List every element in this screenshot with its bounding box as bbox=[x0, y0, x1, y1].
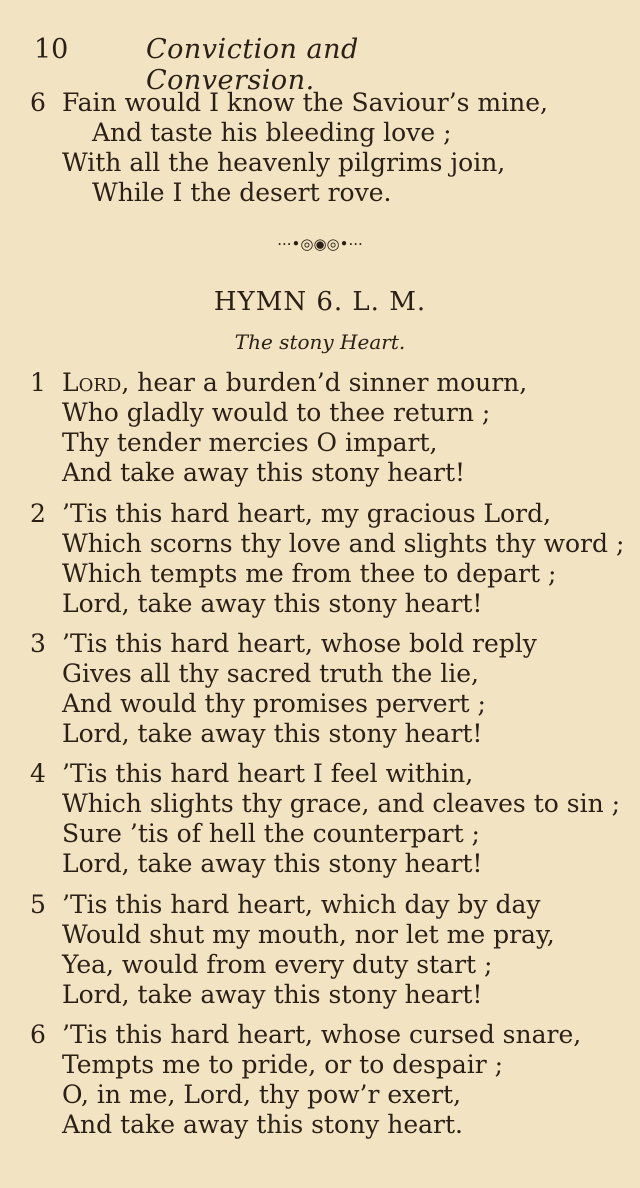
verse-line: Which tempts me from thee to depart ; bbox=[62, 559, 557, 588]
verse-line: And would thy promises pervert ; bbox=[62, 689, 486, 718]
verse-line: And take away this stony heart! bbox=[62, 458, 466, 487]
stanza-number: 4 bbox=[30, 759, 46, 788]
verse-line: With all the heavenly pilgrims join, bbox=[62, 148, 506, 177]
verse-line: ’Tis this hard heart, my gracious Lord, bbox=[62, 499, 552, 528]
verse-line: While I the desert rove. bbox=[92, 178, 392, 207]
verse-line: Would shut my mouth, nor let me pray, bbox=[62, 920, 555, 949]
page-header bbox=[34, 34, 520, 96]
first-word: Lord bbox=[62, 368, 122, 397]
verse-line: Lord, take away this stony heart! bbox=[62, 589, 483, 618]
verse-line: ’Tis this hard heart, whose cursed snare, bbox=[62, 1020, 582, 1049]
hymn-stanza-1 bbox=[30, 368, 630, 488]
verse-line: Thy tender mercies O impart, bbox=[62, 428, 438, 457]
verse-line: Sure ’tis of hell the counterpart ; bbox=[62, 819, 480, 848]
hymn-title: HYMN 6. L. M. bbox=[213, 287, 427, 317]
verse-line: Which scorns thy love and slights thy word ; bbox=[62, 529, 625, 558]
stanza-number: 2 bbox=[30, 499, 46, 528]
stanza-number: 3 bbox=[30, 629, 46, 658]
stanza-number: 6 bbox=[30, 88, 46, 117]
verse-line: Gives all thy sacred truth the lie, bbox=[62, 659, 479, 688]
hymn-stanza-3 bbox=[30, 629, 630, 749]
verse-line: And taste his bleeding love ; bbox=[92, 118, 452, 147]
running-title: Conviction and Conversion. bbox=[146, 34, 359, 96]
section-ornament: ···•◎◉◎•··· bbox=[277, 235, 363, 253]
stanza-number: 5 bbox=[30, 890, 46, 919]
hymn-stanza-6 bbox=[30, 1020, 630, 1140]
verse-line bbox=[30, 368, 630, 398]
verse-line: Lord, take away this stony heart! bbox=[62, 719, 483, 748]
page-number: 10 bbox=[34, 34, 69, 65]
first-line-rest: , hear a burden’d sinner mourn, bbox=[121, 368, 528, 397]
hymn-stanza-2 bbox=[30, 499, 630, 619]
stanza-number: 6 bbox=[30, 1020, 46, 1049]
verse-line: Yea, would from every duty start ; bbox=[62, 950, 493, 979]
verse-line: And take away this stony heart. bbox=[62, 1110, 463, 1139]
verse-line: Lord, take away this stony heart! bbox=[62, 849, 483, 878]
verse-line: Lord, take away this stony heart! bbox=[62, 980, 483, 1009]
verse-line: Fain would I know the Saviour’s mine, bbox=[62, 88, 548, 117]
verse-line: ’Tis this hard heart, whose bold reply bbox=[62, 629, 537, 658]
verse-line: O, in me, Lord, thy pow’r exert, bbox=[62, 1080, 462, 1109]
previous-hymn-stanza bbox=[30, 88, 630, 208]
stanza-number: 1 bbox=[30, 368, 46, 397]
verse-line: ’Tis this hard heart, which day by day bbox=[62, 890, 541, 919]
verse-line: ’Tis this hard heart I feel within, bbox=[62, 759, 474, 788]
verse-line: Who gladly would to thee return ; bbox=[62, 398, 491, 427]
hymn-subtitle: The stony Heart. bbox=[234, 330, 406, 354]
hymn-stanza-5 bbox=[30, 890, 630, 1010]
hymn-stanza-4 bbox=[30, 759, 630, 879]
verse-line: Which slights thy grace, and cleaves to sin ; bbox=[62, 789, 621, 818]
verse-line: Tempts me to pride, or to despair ; bbox=[62, 1050, 504, 1079]
